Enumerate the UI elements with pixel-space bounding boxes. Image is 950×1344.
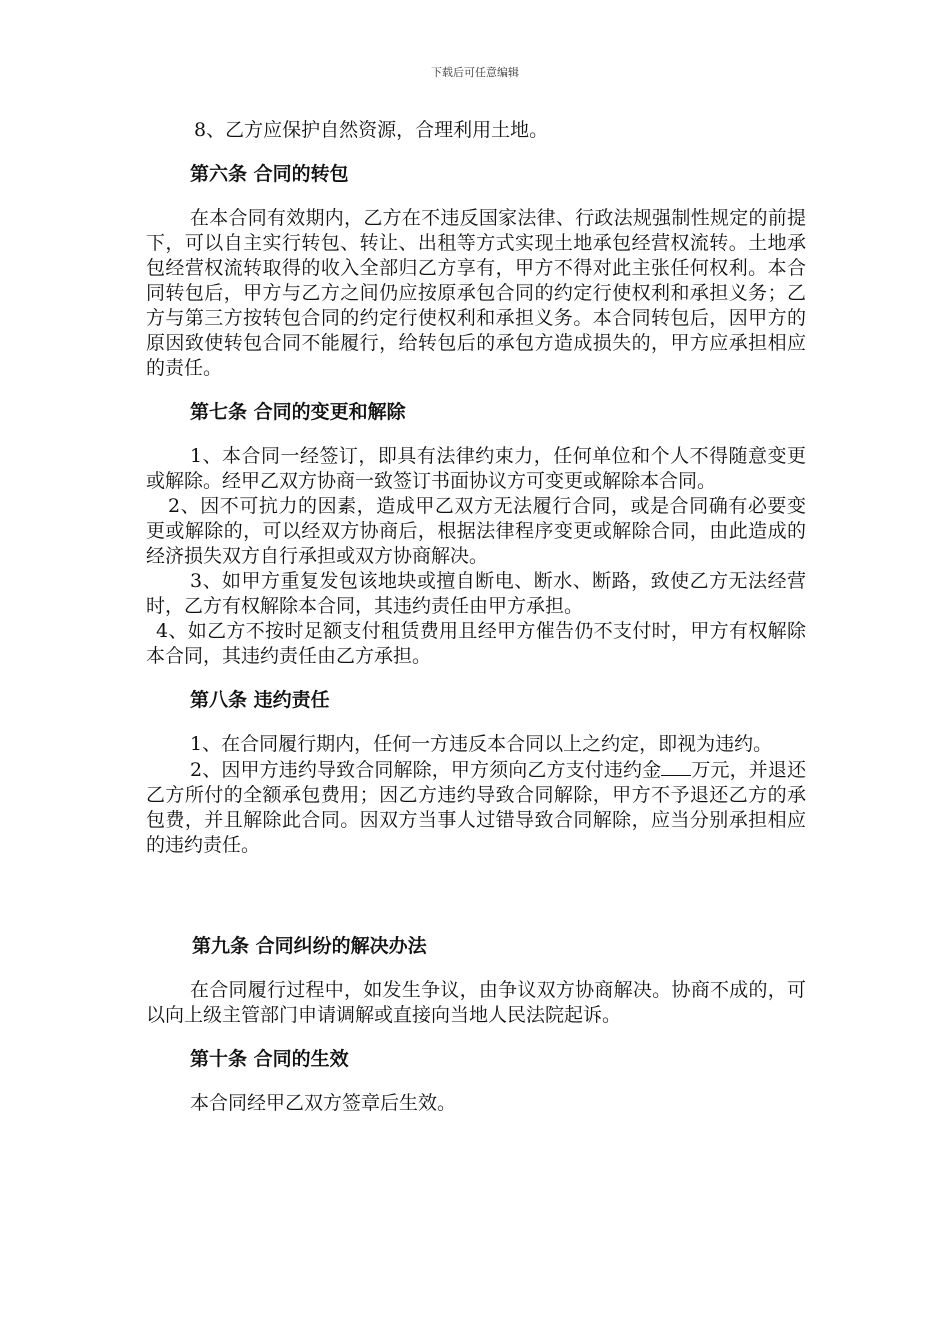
penalty-amount-blank [661,757,691,776]
article8-item2-part2: 万元，并退还乙方所付的全额承包费用；因乙方违约导致合同解除，甲方不予退还乙方的承包费，并且解除此合同。因双方当事人过错导致合同解除，应当分别承担相应的违约责任。 [146,759,806,856]
page-header-note: 下载后可任意编辑 [431,66,519,79]
article6-body: 在本合同有效期内，乙方在不违反国家法律、行政法规强制性规定的前提下，可以自主实行转包、转让、出租等方式实现土地承包经营权流转。土地承包经营权流转取得的收入全部归乙方享有，甲方不得对此主张任何权利。本合同转包后，甲方与乙方之间仍应按原承包合同的约定行使权利和承担义务；乙方与第三方按转包合同的约定行使权利和承担义务。本合同转包后，因甲方的原因致使转包合同不能履行，给转包后的承包方造成损失的，甲方应承担相应的责任。 [146,207,806,379]
article8-item2-part1: 2、因甲方违约导致合同解除，甲方须向乙方支付违约金 [190,759,662,781]
article7-item4: 4、如乙方不按时足额支付租赁费用且经甲方催告仍不支付时，甲方有权解除本合同，其违约责任由乙方承担。 [146,620,806,667]
article9-body: 在合同履行过程中，如发生争议，由争议双方协商解决。协商不成的，可以向上级主管部门申请调解或直接向当地人民法院起诉。 [146,979,806,1026]
article8-item2 [146,757,806,858]
article8-title: 第八条 违约责任 [190,689,330,711]
article6-title: 第六条 合同的转包 [190,163,349,185]
article7-item1: 1、本合同一经签订，即具有法律约束力，任何单位和个人不得随意变更或解除。经甲乙双方协商一致签订书面协议方可变更或解除本合同。 [146,445,806,492]
article10-title: 第十条 合同的生效 [190,1048,349,1070]
article7-item3: 3、如甲方重复发包该地块或擅自断电、断水、断路，致使乙方无法经营时，乙方有权解除本合同，其违约责任由甲方承担。 [146,570,806,617]
article7-item2: 2、因不可抗力的因素，造成甲乙双方无法履行合同，或是合同确有必要变更或解除的，可以经双方协商后，根据法律程序变更或解除合同，由此造成的经济损失双方自行承担或双方协商解决。 [146,495,806,567]
article8-item1: 1、在合同履行期内，任何一方违反本合同以上之约定，即视为违约。 [190,733,773,755]
article5-item8: 8、乙方应保护自然资源，合理利用土地。 [194,119,549,141]
article7-title: 第七条 合同的变更和解除 [190,401,406,423]
contract-body [146,118,806,1116]
article9-title: 第九条 合同纠纷的解决办法 [192,935,427,957]
article10-body: 本合同经甲乙双方签章后生效。 [190,1092,457,1114]
